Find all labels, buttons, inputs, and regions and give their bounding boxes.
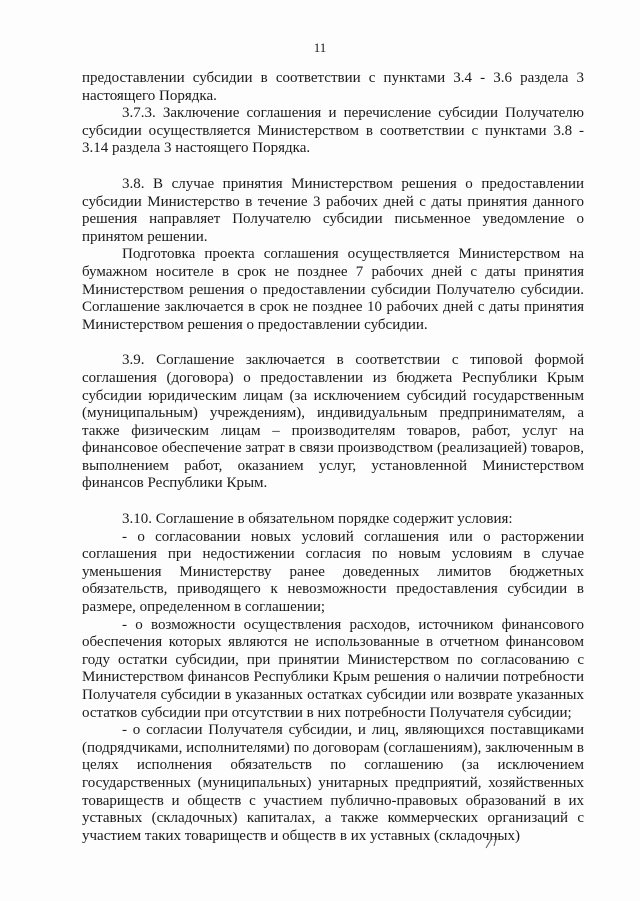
- list-item-consent: - о согласии Получателя субсидии, и лиц, являющихся поставщиками (подрядчиками, исполнителями) по договорам (соглашениям), заключенным в целях исполнения обязательств по соглашению (за исключением государственных (муниципальных) унитарных предприятий, хозяйственных товариществ и обществ с участием публично-правовых образований в их уставных (складочных) капиталах, а также коммерческих организаций с участием таких товариществ и обществ в их уставных (складочных): [82, 722, 584, 844]
- paragraph-3-7-3: 3.7.3. Заключение соглашения и перечисление субсидии Получателю субсидии осуществляется Министерством в соответствии с пунктами 3.8 - 3.14 раздела 3 настоящего Порядка.: [82, 105, 584, 157]
- paragraph-3-10: 3.10. Соглашение в обязательном порядке содержит условия:: [122, 511, 513, 528]
- page-number: 11: [313, 40, 327, 55]
- paragraph-agreement-preparation: Подготовка проекта соглашения осуществляется Министерством на бумажном носителе в срок не позднее 7 рабочих дней с даты принятия Министерством решения о предоставлении субсидии Получателю субсидии. Соглашение заключается в срок не позднее 10 рабочих дней с даты принятия Министерством решения о предоставлении субсидии.: [82, 246, 584, 333]
- paragraph-3-9: 3.9. Соглашение заключается в соответствии с типовой формой соглашения (договора) о предоставлении из бюджета Республики Крым субсидии юридическим лицам (за исключением субсидий государственным (муниципальным) учреждениям), индивидуальным предпринимателям, а также физическим лицам – производителям товаров, работ, услуг на финансовое обеспечение затрат в связи производством (реализацией) товаров, выполнением работ, оказанием услуг, установленной Министерством финансов Республики Крым.: [82, 352, 584, 492]
- paragraph-continuation: предоставлении субсидии в соответствии с пунктами 3.4 - 3.6 раздела 3 настоящего Порядка.: [82, 70, 584, 104]
- document-body: [82, 70, 584, 845]
- paragraph-3-8: 3.8. В случае принятия Министерством решения о предоставлении субсидии Министерство в течение 3 рабочих дней с даты принятия данного решения направляет Получателю субсидии письменное уведомление о принятом решении.: [82, 175, 584, 245]
- pen-mark-icon: [482, 830, 504, 852]
- list-item-expense-possibility: - о возможности осуществления расходов, источником финансового обеспечения которых являются не использованные в отчетном финансовом году остатки субсидии, при принятии Министерством по согласованию с Министерством финансов Республики Крым решения о наличии потребности Получателя субсидии в указанных остатках субсидии или возврате указанных остатков субсидии при отсутствии в них потребности Получателя субсидии;: [82, 616, 584, 721]
- list-item-new-conditions: - о согласовании новых условий соглашения или о расторжении соглашения при недостижении согласия по новым условиям в случае уменьшения Министерству ранее доведенных лимитов бюджетных обязательств, приводящего к невозможности предоставления субсидии в размере, определенном в соглашении;: [82, 528, 584, 616]
